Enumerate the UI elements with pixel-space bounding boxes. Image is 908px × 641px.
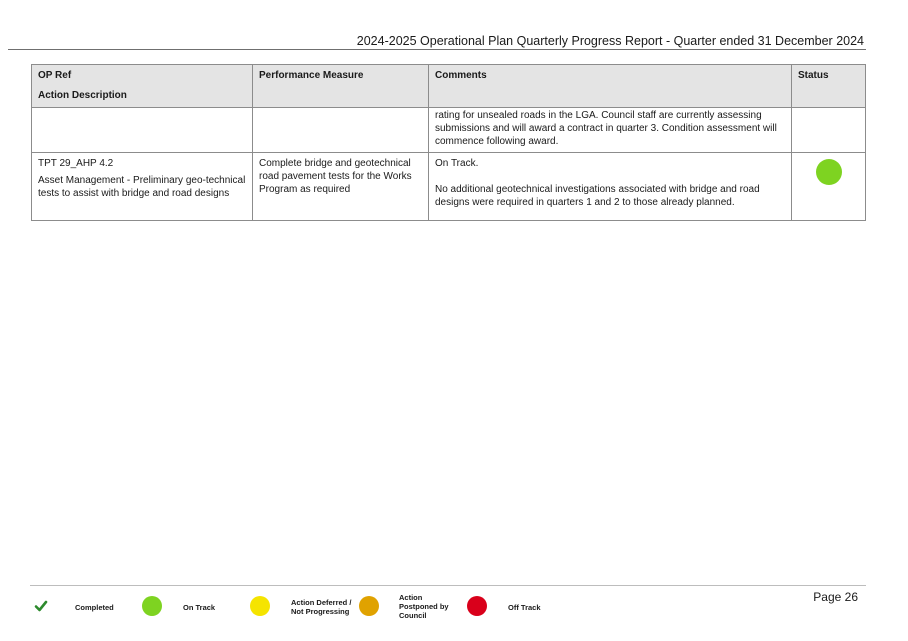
op-ref-header-label: OP Ref: [38, 70, 72, 81]
comments-cell: [429, 108, 792, 153]
progress-table: [31, 64, 866, 221]
legend-label-completed: Completed: [75, 603, 114, 612]
comments-text: No additional geotechnical investigations associated with bridge and road designs were required in quarters 1 and 2 to those already planned.: [435, 184, 760, 208]
table-row: [32, 153, 866, 221]
column-header-performance-measure: Performance Measure: [253, 65, 429, 108]
table-row: [32, 108, 866, 153]
green-circle-icon: [142, 596, 162, 616]
report-title: 2024-2025 Operational Plan Quarterly Progress Report - Quarter ended 31 December 2024: [356, 34, 864, 48]
action-description-text: Asset Management - Preliminary geo-technical tests to assist with bridge and road designs: [38, 175, 246, 199]
check-icon: [34, 599, 48, 613]
legend-label-action-deferred: Action Deferred / Not Progressing: [291, 598, 352, 616]
footer-divider: [30, 585, 866, 586]
red-circle-icon: [467, 596, 487, 616]
column-header-op-ref: [32, 65, 253, 108]
yellow-circle-icon: [250, 596, 270, 616]
performance-measure-cell: Complete bridge and geotechnical road pavement tests for the Works Program as required: [253, 153, 429, 221]
table-header-row: [32, 65, 866, 108]
legend-label-off-track: Off Track: [508, 603, 541, 612]
comments-status-text: On Track.: [435, 158, 479, 169]
legend-label-on-track: On Track: [183, 603, 216, 612]
action-description-header-label: Action Description: [38, 90, 127, 101]
page-number: Page 26: [813, 590, 858, 604]
comments-text: rating for unsealed roads in the LGA. Council staff are currently assessing submissions and will award a contract in quarter 3. Condition assessment will commence following award.: [435, 110, 777, 147]
status-cell: [792, 108, 866, 153]
performance-measure-cell: [253, 108, 429, 153]
status-cell: [792, 153, 866, 221]
comments-cell: [429, 153, 792, 221]
orange-circle-icon: [359, 596, 379, 616]
column-header-status: Status: [792, 65, 866, 108]
status-legend: [0, 590, 908, 630]
header-divider: [8, 49, 866, 50]
op-ref-cell: [32, 153, 253, 221]
on-track-status-icon: [816, 159, 842, 185]
op-ref-text: TPT 29_AHP 4.2: [38, 158, 114, 169]
column-header-comments: Comments: [429, 65, 792, 108]
legend-label-action-postponed: Action Postponed by Council: [399, 593, 449, 620]
op-ref-cell: [32, 108, 253, 153]
